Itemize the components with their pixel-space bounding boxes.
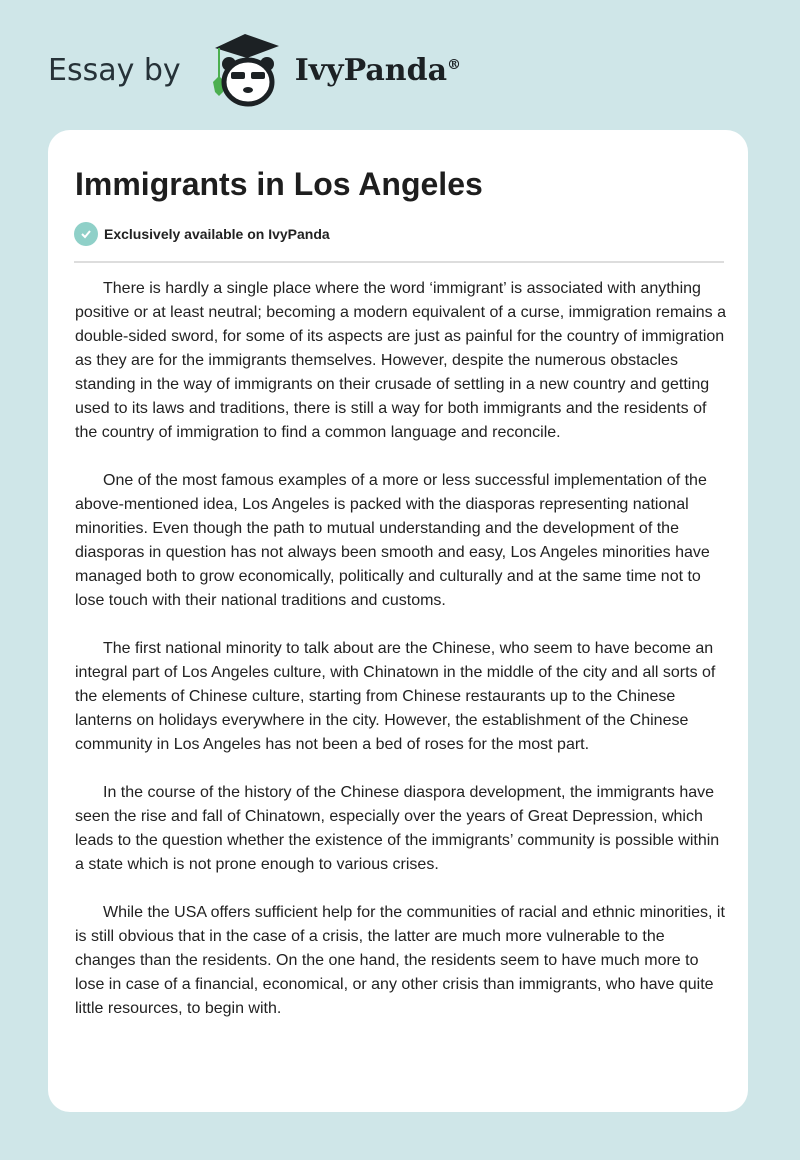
panda-logo-icon[interactable]: [201, 30, 289, 110]
site-header: [48, 30, 461, 110]
brand-name[interactable]: IvyPanda®: [294, 52, 462, 88]
paragraph: The first national minority to talk about are the Chinese, who seem to have become an integral part of Los Angeles culture, with Chinatown in the middle of the city and all sorts of the elements of Chinese culture, starting from Chinese restaurants up to the Chinese lanterns on holidays everywhere in the city. However, the establishment of the Chinese community in Los Angeles has not been a bed of roses for the most part.: [75, 640, 716, 753]
essay-card: [48, 130, 748, 1112]
badge-label: Exclusively available on IvyPanda: [104, 226, 330, 242]
exclusive-badge: [74, 222, 330, 246]
paragraph: One of the most famous examples of a more or less successful implementation of the above-mentioned idea, Los Angeles is packed with the diasporas representing national minorities. Even though the path to mutual understanding and the development of the diasporas in question has not always been smooth and easy, Los Angeles minorities have managed both to grow economically, politically and culturally and at the same time not to lose touch with their national traditions and customs.: [75, 472, 710, 609]
essay-body: [75, 277, 727, 1045]
check-icon: [74, 222, 98, 246]
paragraph: There is hardly a single place where the word ‘immigrant’ is associated with anything positive or at least neutral; becoming a modern equivalent of a curse, immigration remains a double-sided sword, for some of its aspects are just as painful for the country of immigration as they are for the immigrants themselves. However, despite the numerous obstacles standing in the way of immigrants on their crusade of settling in a new country and getting used to its laws and traditions, there is still a way for both immigrants and the residents of the country of immigration to find a common language and reconcile.: [75, 280, 726, 441]
essay-by-label: Essay by: [48, 52, 181, 88]
divider: [74, 261, 724, 263]
paragraph: While the USA offers sufficient help for the communities of racial and ethnic minorities, it is still obvious that in the case of a crisis, the latter are much more vulnerable to the changes than the residents. On the one hand, the residents seem to have much more to lose in case of a financial, economical, or any other crisis than immigrants, who have quite little resources, to begin with.: [75, 904, 725, 1017]
page-title: Immigrants in Los Angeles: [75, 166, 483, 202]
paragraph: In the course of the history of the Chinese diaspora development, the immigrants have seen the rise and fall of Chinatown, especially over the years of Great Depression, which leads to the question whether the existence of the immigrants’ community is possible within a state which is not prone enough to various crises.: [75, 784, 720, 873]
